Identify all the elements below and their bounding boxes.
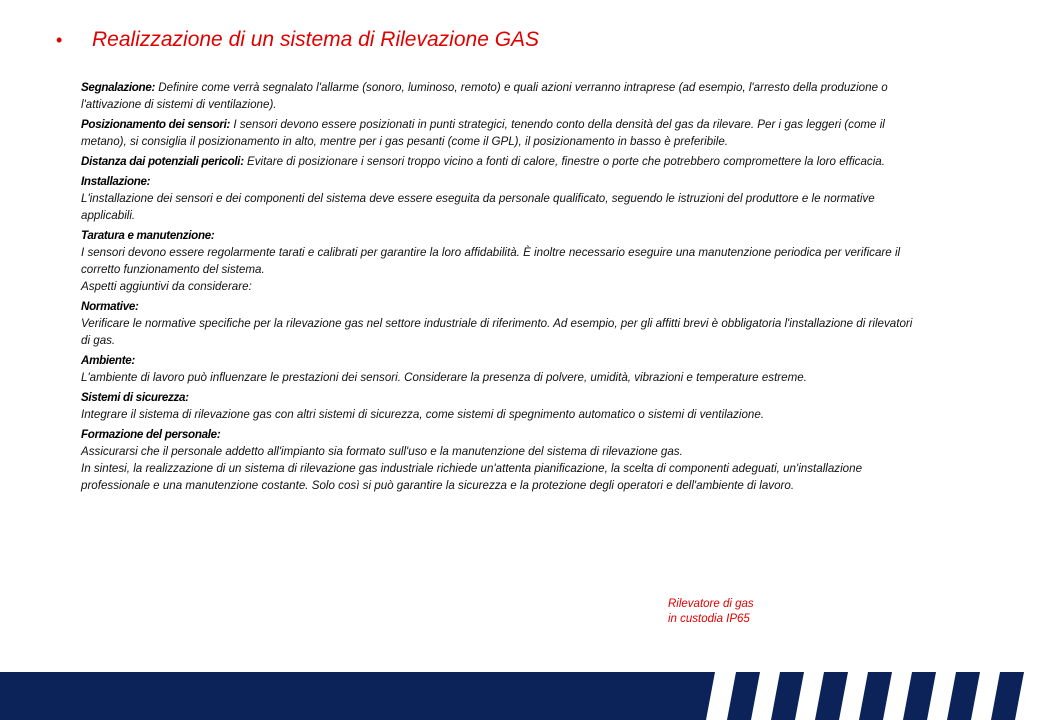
content-body <box>81 79 921 497</box>
footer-stripe <box>991 672 1024 720</box>
footer-stripe <box>903 672 936 720</box>
section <box>81 426 921 494</box>
slide-title-row <box>56 28 539 52</box>
section-heading: Posizionamento dei sensori: <box>81 118 231 131</box>
section <box>81 79 921 113</box>
section-heading: Ambiente: <box>81 354 135 367</box>
image-caption <box>668 597 754 627</box>
footer-stripe <box>727 672 760 720</box>
section <box>81 298 921 349</box>
section-text-line: Integrare il sistema di rilevazione gas con altri sistemi di sicurezza, come sistemi di spegnimento automatico o sistemi di ventilazione. <box>81 408 765 421</box>
section-heading: Distanza dai potenziali pericoli: <box>81 155 244 168</box>
caption-line-2: in custodia IP65 <box>668 613 750 625</box>
caption-line-1: Rilevatore di gas <box>668 598 754 610</box>
section-heading: Segnalazione: <box>81 81 156 94</box>
footer-stripes <box>0 672 1040 720</box>
section <box>81 116 921 150</box>
footer-bar <box>0 672 715 720</box>
footer-band <box>0 672 1040 720</box>
section-text: Evitare di posizionare i sensori troppo vicino a fonti di calore, finestre o porte che potrebbero compromettere la loro efficacia. <box>243 155 885 168</box>
section <box>81 153 921 170</box>
section-text: I sensori devono essere posizionati in punti strategici, tenendo conto della densità del gas da rilevare. Per i gas leggeri (come il metano), si consiglia il posizionamento in alto, mentre per i gas pesanti (come il GPL), il posizionamento in basso è preferibile. <box>81 118 885 148</box>
section-heading: Sistemi di sicurezza: <box>81 391 189 404</box>
section-text-line: L'ambiente di lavoro può influenzare le prestazioni dei sensori. Considerare la presenza di polvere, umidità, vibrazioni e temperature estreme. <box>81 371 807 384</box>
footer-stripe <box>815 672 848 720</box>
section-text-line: In sintesi, la realizzazione di un sistema di rilevazione gas industriale richiede un'attenta pianificazione, la scelta di componenti adeguati, un'installazione professionale e una manutenzione costante. Solo così si può garantire la sicurezza e la protezione degli operatori e dell'ambiente di lavoro. <box>81 462 863 492</box>
slide-title: Realizzazione di un sistema di Rilevazione GAS <box>92 28 540 51</box>
footer-stripe <box>859 672 892 720</box>
section-heading: Normative: <box>81 300 139 313</box>
section-text: Definire come verrà segnalato l'allarme (sonoro, luminoso, remoto) e quali azioni verranno intraprese (ad esempio, l'arresto della produzione o l'attivazione di sistemi di ventilazione). <box>81 81 888 111</box>
section <box>81 173 921 224</box>
section-heading: Installazione: <box>81 175 151 188</box>
section-text-line: L'installazione dei sensori e dei componenti del sistema deve essere eseguita da personale qualificato, seguendo le istruzioni del produttore e le normative applicabili. <box>81 192 875 222</box>
section-text-line: Assicurarsi che il personale addetto all'impianto sia formato sull'uso e la manutenzione del sistema di rilevazione gas. <box>81 445 683 458</box>
section-text-line: Verificare le normative specifiche per la rilevazione gas nel settore industriale di riferimento. Ad esempio, per gli affitti brevi è obbligatoria l'installazione di rilevatori di gas. <box>81 317 913 347</box>
footer-stripe <box>771 672 804 720</box>
section-text-line: Aspetti aggiuntivi da considerare: <box>81 280 252 293</box>
section <box>81 352 921 386</box>
section <box>81 389 921 423</box>
section-heading: Taratura e manutenzione: <box>81 229 215 242</box>
bullet-icon: • <box>56 29 63 50</box>
section-heading: Formazione del personale: <box>81 428 221 441</box>
section <box>81 227 921 295</box>
footer-stripe <box>947 672 980 720</box>
section-text-line: I sensori devono essere regolarmente tarati e calibrati per garantire la loro affidabilità. È inoltre necessario eseguire una manutenzione periodica per verificare il corretto funzionamento del sistema. <box>81 246 901 276</box>
